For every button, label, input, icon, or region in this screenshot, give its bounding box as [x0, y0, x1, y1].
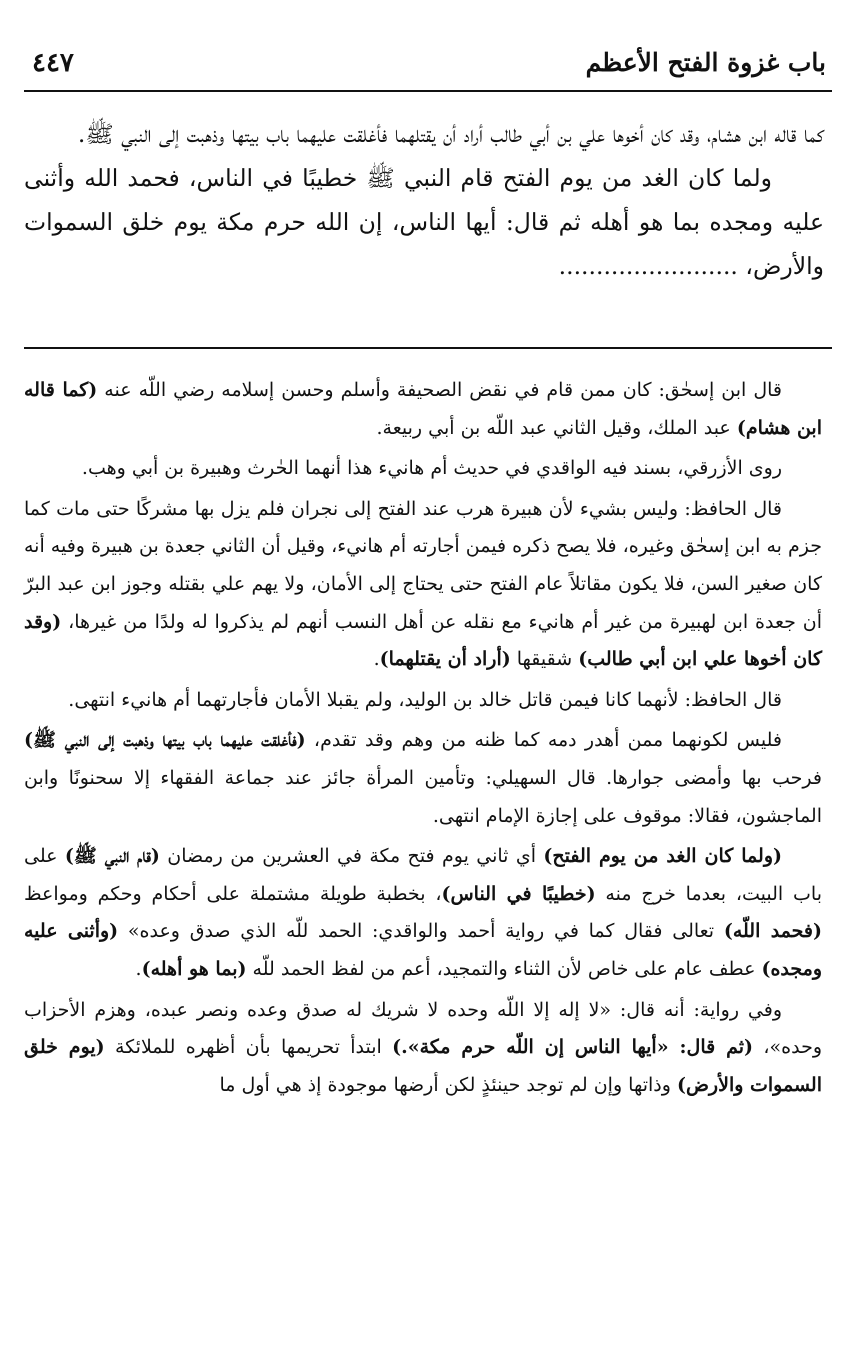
- commentary-text: تعالى فقال كما في رواية أحمد والواقدي: الحمد للّه الذي صدق وعده»: [118, 920, 724, 943]
- commentary-text: أي ثاني يوم فتح مكة في العشرين من رمضان: [159, 845, 544, 868]
- quoted-phrase: (بما هو أهله): [141, 957, 247, 980]
- commentary-text: ، بخطبة طويلة مشتملة على أحكام وحكم ومواعظ: [24, 882, 442, 905]
- commentary-text: .: [373, 648, 380, 671]
- commentary-paragraph: قال الحافظ: لأنهما كانا فيمن قاتل خالد بن الوليد، ولم يقبلا الأمان فأجارتهما أم هانيء انتهى.: [68, 688, 782, 711]
- quoted-phrase: (كما قاله ابن هشام): [24, 379, 822, 439]
- main-paragraph: كما قاله ابن هشام، وقد كان أخوها علي بن أبي طالب أراد أن يقتلهما فأغلقت عليهما باب بيتها وذهبت إلى النبي ﷺ.: [77, 120, 824, 148]
- quoted-phrase: (فأغلقت عليهما باب بيتها وذهبت إلى النبي ﷺ): [24, 729, 306, 752]
- commentary-paragraph: [24, 838, 822, 988]
- commentary-text: وذاتها وإن لم توجد حينئذٍ لكن أرضها موجودة إذ هي أول ما: [219, 1073, 677, 1096]
- commentary-text: فليس لكونهما ممن أهدر دمه كما ظنه من وهم وقد تقدم،: [305, 729, 782, 752]
- quoted-phrase: (وقد كان أخوها علي ابن أبي طالب): [24, 610, 822, 671]
- quoted-phrase: (يوم خلق السموات والأرض): [24, 1036, 822, 1096]
- quoted-phrase: (ثم قال: «أيها الناس إن اللّه حرم مكة».): [392, 1036, 754, 1059]
- commentary-text: فرحب بها وأمضى جوارها. قال السهيلي: وتأمين المرأة جائز عند جماعة الفقهاء إلا سحنونًا وابن الماجشون، فقالا: موقوف على إجازة الإمام انتهى.: [24, 766, 822, 827]
- commentary-text: وفي رواية: أنه قال: «لا إله إلا اللّه وحده لا شريك له صدق وعده ونصر عبده، وهزم الأحزاب وحده»،: [24, 998, 822, 1059]
- quoted-phrase: (خطيبًا في الناس): [441, 882, 596, 905]
- quoted-phrase: (وأثنى عليه ومجده): [24, 920, 822, 980]
- quoted-phrase: (فحمد اللّه): [723, 920, 822, 943]
- commentary-text: .: [135, 957, 142, 980]
- commentary-paragraph: [24, 722, 822, 835]
- commentary-block: [24, 372, 822, 1107]
- running-header: [24, 38, 832, 92]
- commentary-paragraph: [24, 491, 822, 679]
- section-divider: [24, 347, 832, 349]
- commentary-text: عبد الملك، وقيل الثاني عبد اللّه بن أبي ربيعة.: [376, 416, 737, 439]
- commentary-paragraph: [24, 992, 822, 1105]
- page-number: ٤٤٧: [32, 48, 74, 78]
- main-paragraph: ولما كان الغد من يوم الفتح قام النبي ﷺ خطيبًا في الناس، فحمد الله وأثنى عليه ومجده بما هو أهله ثم قال: أيها الناس، إن الله حرم مكة يوم خلق السموات والأرض، ........................: [24, 164, 824, 280]
- chapter-title: باب غزوة الفتح الأعظم: [585, 48, 826, 77]
- commentary-text: شقيقها: [510, 648, 579, 671]
- quoted-phrase: (ولما كان الغد من يوم الفتح): [543, 845, 782, 868]
- quoted-phrase: (قام النبي ﷺ): [64, 845, 160, 868]
- commentary-paragraph: روى الأزرقي، بسند فيه الواقدي في حديث أم هانيء هذا أنهما الحٰرث وهبيرة بن أبي وهب.: [81, 457, 782, 480]
- commentary-text: قال الحافظ: وليس بشيء لأن هبيرة هرب عند الفتح إلى نجران فلم يزل بها مشركًا حتى مات كما جزم به ابن إسحٰق وغيره، فلا يصح ذكره فيمن أجارته أم هانيء، وقيل أن الثاني جعدة بن هبيرة وفيه أنه كان صغير السن، فلا يكون مقاتلاً عام الفتح حتى يحتاج إلى الأمان، ولا يهم علي بقتله وجوز ابن عبد البرّ أن جعدة ابن لهبيرة من غير أم هانيء مع نقله عن أهل النسب أنهم لم يذكروا له ولدًا من غيرها،: [24, 497, 822, 633]
- commentary-text: قال ابن إسحٰق: كان ممن قام في نقض الصحيفة وأسلم وحسن إسلامه رضي اللّه عنه: [97, 379, 782, 401]
- commentary-text: على باب البيت، بعدما خرج منه: [24, 845, 822, 905]
- quoted-phrase: (أراد أن يقتلهما): [379, 648, 511, 671]
- commentary-paragraph: [24, 372, 822, 447]
- commentary-text: ابتدأ تحريمها بأن أظهره للملائكة: [104, 1036, 393, 1059]
- main-text-block: [24, 112, 824, 288]
- commentary-text: عطف عام على خاص لأن الثناء والتمجيد، أعم من لفظ الحمد للّه: [246, 957, 762, 980]
